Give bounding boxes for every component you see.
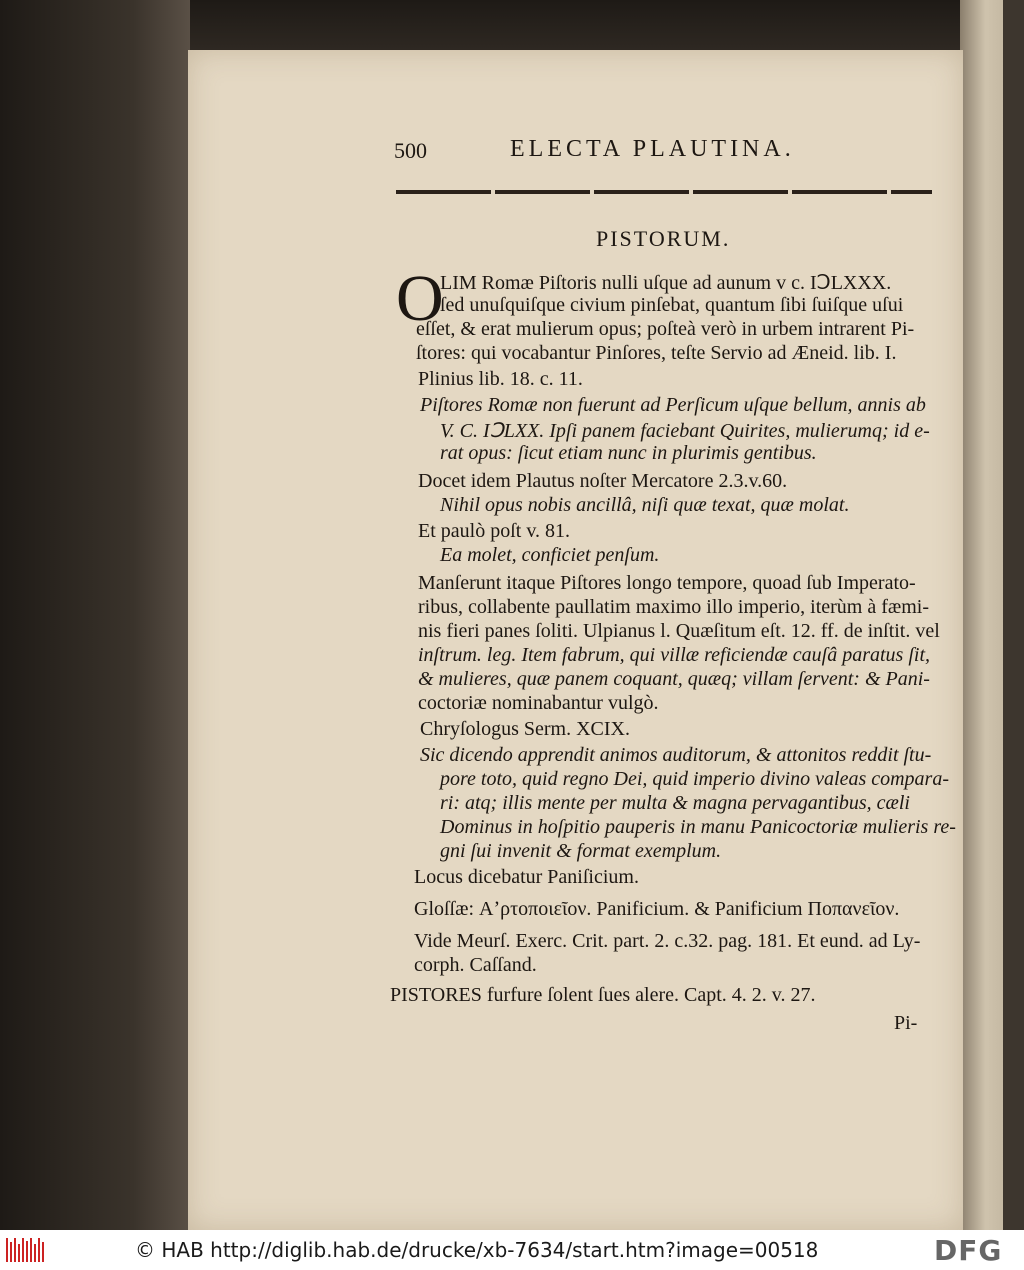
text-line: Dominus in hoſpitio pauperis in manu Panicoctoriæ mulieris re- (440, 816, 956, 838)
text-line: Plinius lib. 18. c. 11. (418, 368, 583, 390)
text-line: inſtrum. leg. Item fabrum, qui villæ reficiendæ cauſâ paratus ſit, (418, 644, 931, 666)
book-binding-left (0, 0, 190, 1230)
footer-bar (0, 1230, 1024, 1270)
header-rule (396, 190, 932, 194)
text-line: corph. Caſſand. (414, 954, 537, 976)
footer-copyright-url[interactable]: © HAB http://diglib.hab.de/drucke/xb-7634/start.htm?image=00518 (135, 1238, 819, 1262)
page-number: 500 (394, 138, 427, 163)
text-line: Sic dicendo apprendit animos auditorum, & attonitos reddit ſtu- (420, 744, 932, 766)
text-line: Et paulò poſt v. 81. (418, 520, 571, 542)
text-line: V. C. IↃLXX. Ipſi panem faciebant Quirites, mulierumq; id e- (440, 420, 930, 442)
running-head: ELECTA PLAUTINA. (510, 136, 795, 162)
text-line: ribus, collabente paullatim maximo illo imperio, iterùm à fæmi- (418, 596, 929, 618)
text-line: & mulieres, quæ panem coquant, quæq; villam ſervent: & Pani- (418, 668, 930, 690)
text-line: Vide Meurſ. Exerc. Crit. part. 2. c.32. pag. 181. Et eund. ad Ly- (414, 930, 921, 952)
text-line: Gloſſæ: Αʼρτοποιεῖον. Panificium. & Panificium Ποπανεῖον. (414, 898, 900, 920)
text-line: Locus dicebatur Paniſicium. (414, 866, 639, 888)
dfg-logo: DFG (934, 1234, 1003, 1267)
text-line: rat opus: ſicut etiam nunc in plurimis gentibus. (440, 442, 817, 464)
text-line: coctoriæ nominabantur vulgò. (418, 692, 659, 714)
drop-cap: O (396, 262, 444, 335)
text-line: LIM Romæ Piſtoris nulli uſque ad aunum v c. IↃLXXX. (440, 272, 892, 294)
text-line: PISTORES furfure ſolent ſues alere. Capt. 4. 2. v. 27. (390, 984, 816, 1006)
text-line: Manſerunt itaque Piſtores longo tempore, quoad ſub Imperato- (418, 572, 916, 594)
hab-barcode-logo-icon (6, 1236, 46, 1264)
text-line: Chryſologus Serm. XCIX. (420, 718, 630, 740)
text-line: Ea molet, conficiet penſum. (440, 544, 660, 566)
text-line: Nihil opus nobis ancillâ, niſi quæ texat, quæ molat. (440, 494, 850, 516)
section-title: PISTORUM. (596, 226, 731, 251)
text-line: ſed unuſquiſque civium pinſebat, quantum ſibi ſuiſque uſui (440, 294, 904, 316)
text-line: ſtores: qui vocabantur Pinſores, teſte Servio ad Æneid. lib. I. (416, 342, 897, 364)
text-line: ri: atq; illis mente per multa & magna pervagantibus, cæli (440, 792, 910, 814)
scan-background-right (1003, 0, 1024, 1230)
text-line: nis fieri panes ſoliti. Ulpianus l. Quæſitum eſt. 12. ff. de inſtit. vel (418, 620, 940, 642)
text-line: gni ſui invenit & format exemplum. (440, 840, 722, 862)
text-line: Docet idem Plautus noſter Mercatore 2.3.v.60. (418, 470, 788, 492)
text-line: eſſet, & erat mulierum opus; poſteà verò in urbem intrarent Pi- (416, 318, 915, 340)
text-line: Piſtores Romæ non fuerunt ad Perſicum uſque bellum, annis ab (420, 394, 926, 416)
text-line: pore toto, quid regno Dei, quid imperio divino valeas compara- (440, 768, 950, 790)
catchword: Pi- (894, 1012, 918, 1034)
